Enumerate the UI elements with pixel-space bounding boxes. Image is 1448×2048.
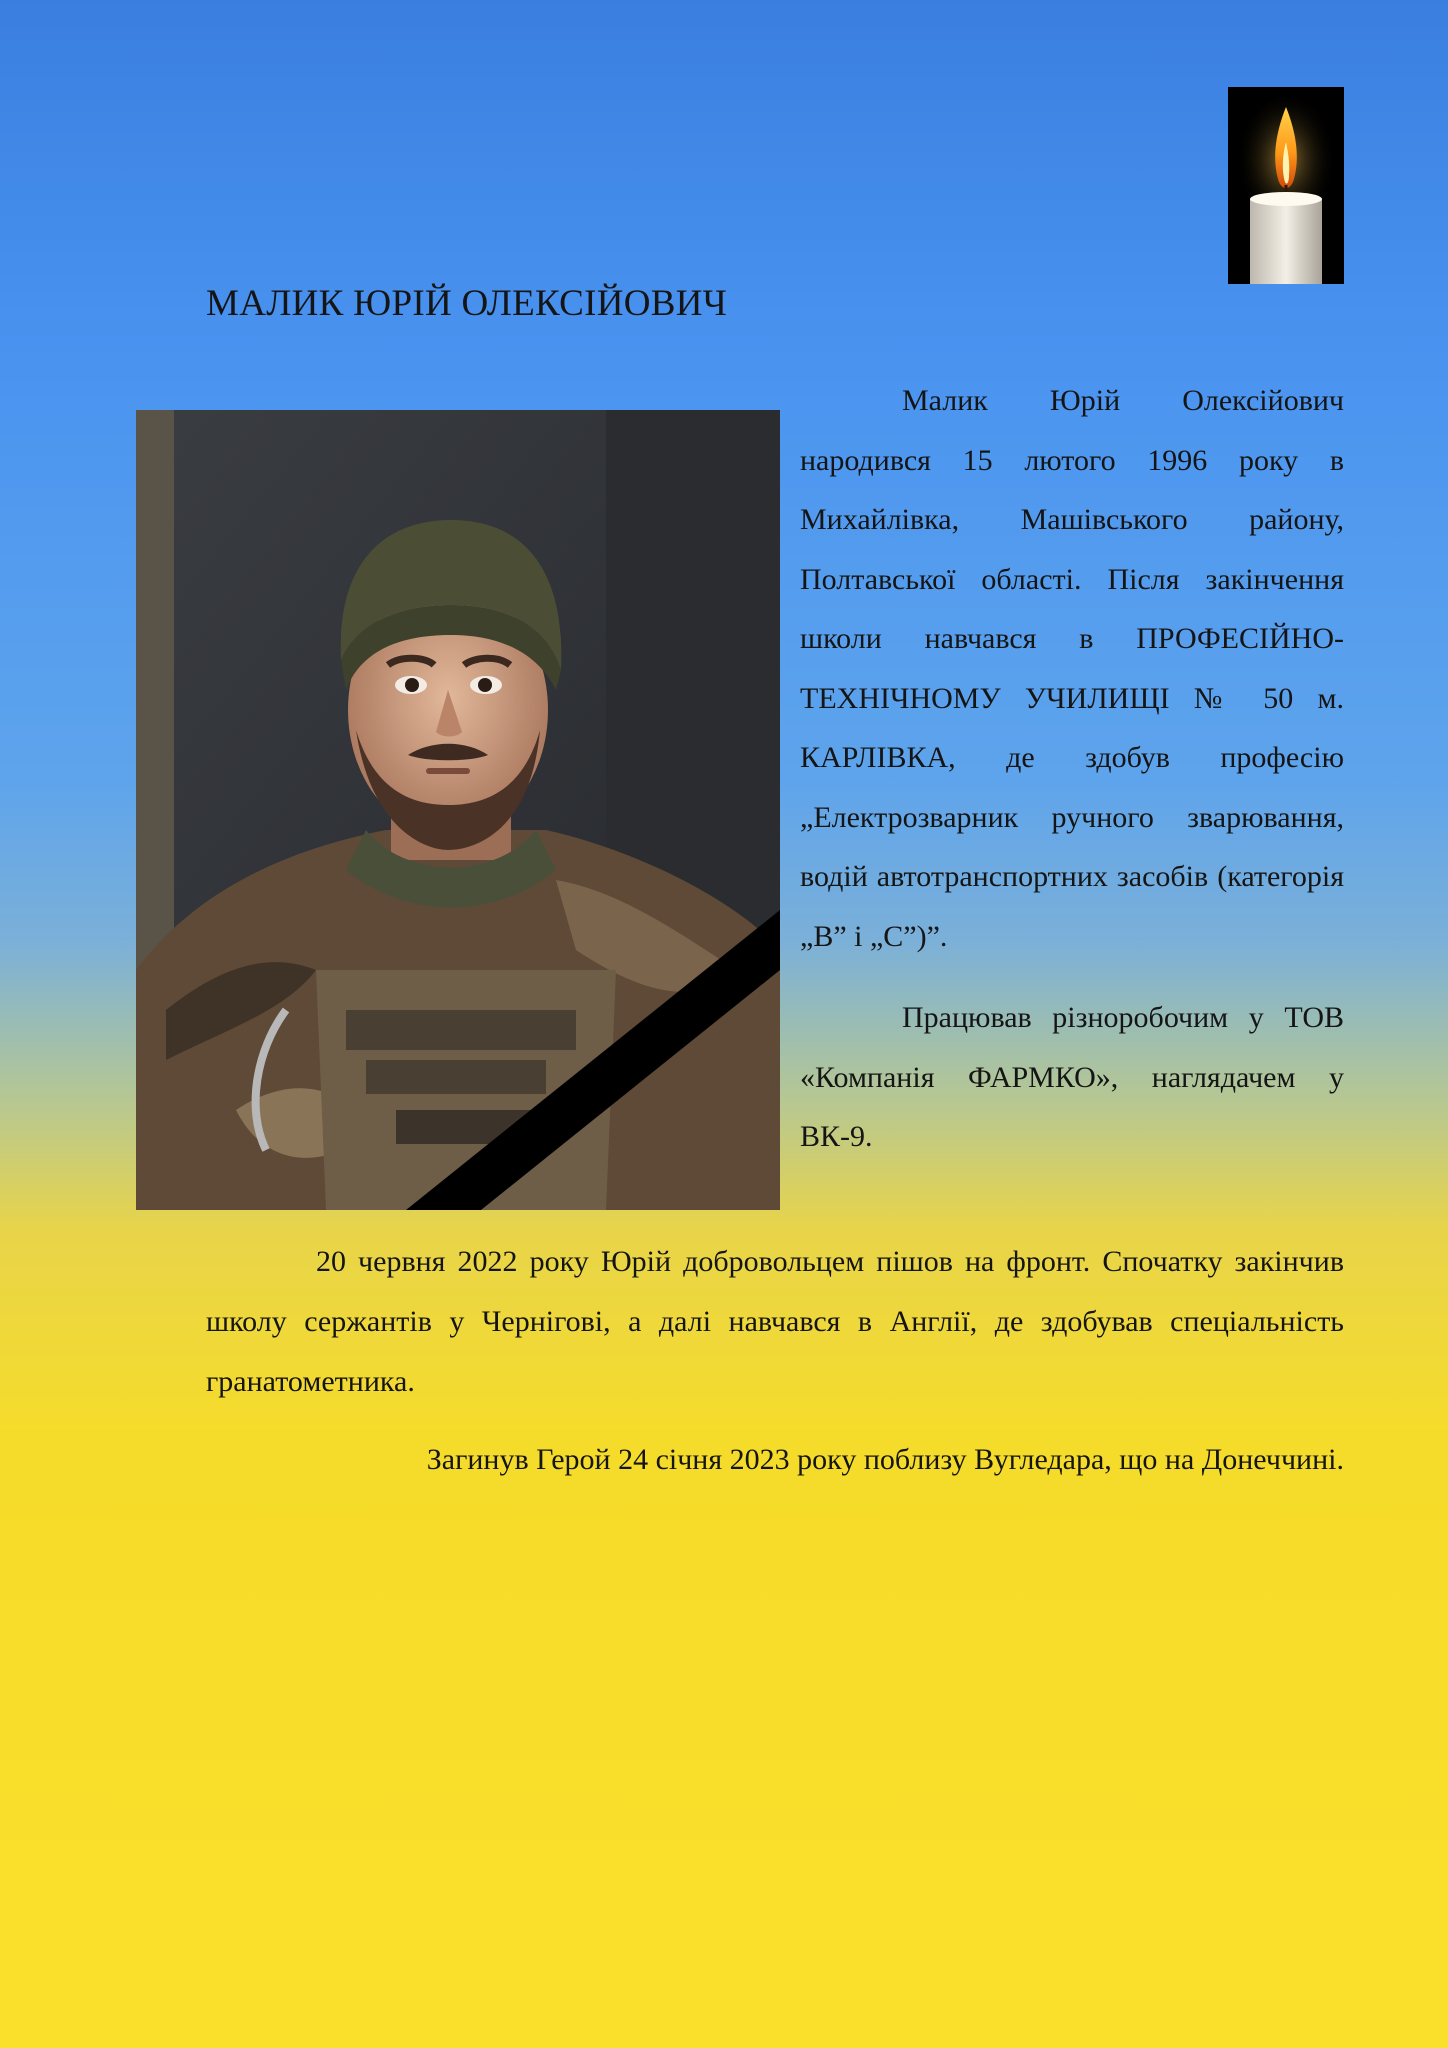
portrait-photo bbox=[136, 410, 780, 1210]
biography-full-text bbox=[206, 1232, 1344, 1490]
biography-paragraph: 20 червня 2022 року Юрій добровольцем пішов на фронт. Спочатку закінчив школу сержантів у Чернігові, а далі навчався в Англії, де здобував спеціальність гранатометника. bbox=[206, 1245, 1344, 1398]
biography-paragraph: Загинув Герой 24 січня 2023 року поблизу Вугледара, що на Донеччині. bbox=[426, 1443, 1344, 1476]
page-title: МАЛИК ЮРІЙ ОЛЕКСІЙОВИЧ bbox=[206, 283, 728, 324]
biography-side-text bbox=[800, 371, 1344, 1167]
candle-icon bbox=[1228, 87, 1344, 284]
biography-paragraph: Працював різноробочим у ТОВ «Компанія ФАРМКО», наглядачем у ВК-9. bbox=[800, 1001, 1344, 1153]
biography-paragraph: Малик Юрій Олексійович народився 15 лютого 1996 року в Михайлівка, Машівського району, Полтавської області. Після закінчення школи навчався в ПРОФЕСІЙНО-ТЕХНІЧНОМУ УЧИЛИЩІ № 50 м. КАРЛІВКА, де здобув професію „Електрозварник ручного зварювання, водій автотранспортних засобів (категорія „В” і „С”)”. bbox=[800, 384, 1344, 953]
